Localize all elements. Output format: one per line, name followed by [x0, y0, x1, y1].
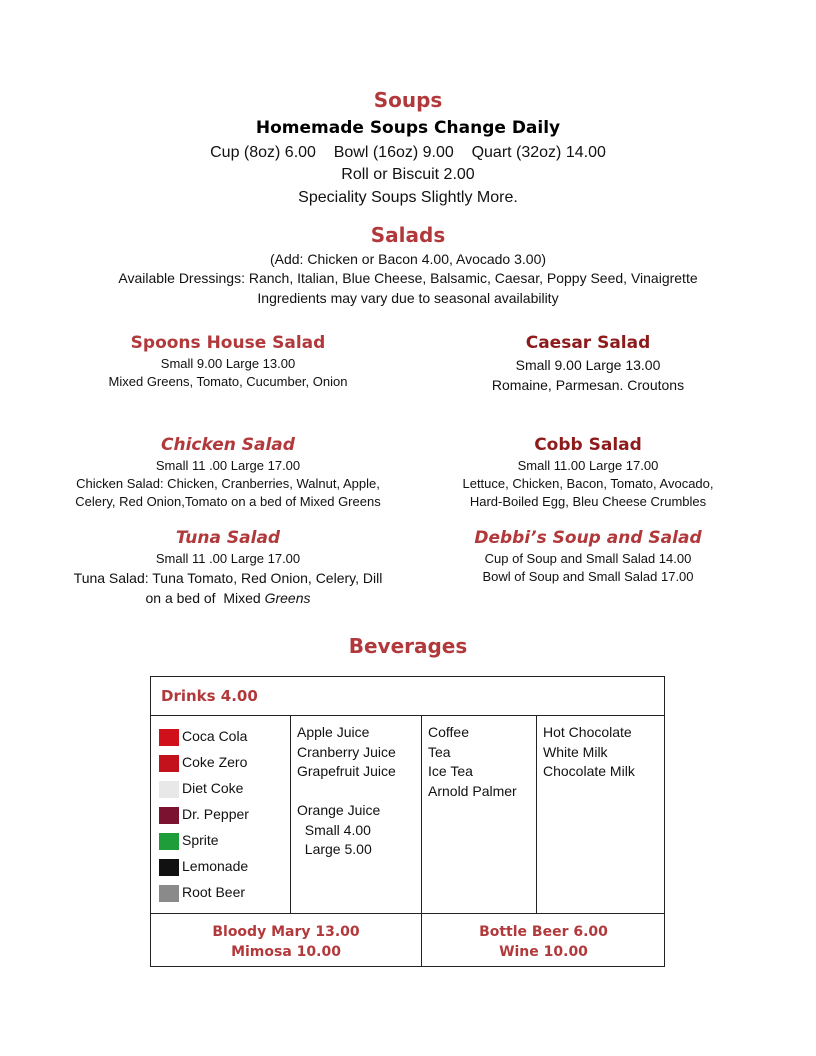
item-price: Small 11 .00 Large 17.00 [155, 458, 301, 473]
sprite-logo-icon [159, 833, 179, 850]
item-description: Lettuce, Chicken, Bacon, Tomato, Avocado, [462, 476, 714, 491]
soups-title: Soups [373, 88, 443, 112]
soups-headline: Homemade Soups Change Daily [255, 118, 561, 138]
item-name: Cobb Salad [534, 435, 642, 455]
roll-price: Roll or Biscuit 2.00 [341, 166, 475, 183]
item-description: Bowl of Soup and Small Salad 17.00 [482, 569, 694, 584]
item-description-2: Celery, Red Onion,Tomato on a bed of Mixed Greens [75, 494, 381, 509]
juice-item: Apple Juice [297, 724, 370, 740]
item-description-2-italic: Greens [264, 590, 311, 606]
menu-item-chicken-salad [60, 433, 396, 511]
soda-item [159, 880, 290, 906]
item-description-2 [60, 588, 396, 608]
coffee-tea-item: Tea [428, 743, 451, 760]
drinks-header [151, 677, 664, 716]
diet-coke-logo-icon [159, 781, 179, 798]
bloody-mary-price: Bloody Mary 13.00 [212, 924, 360, 940]
item-description: Tuna Salad: Tuna Tomato, Red Onion, Celery, Dill [73, 570, 383, 586]
soda-column [151, 715, 291, 913]
menu-item-caesar-salad [460, 331, 716, 395]
coffee-tea-item: Ice Tea [428, 763, 473, 779]
soda-label: Coca Cola [182, 728, 248, 745]
mimosa-price: Mimosa 10.00 [231, 944, 341, 960]
soda-item [159, 802, 290, 828]
item-price: Cup of Soup and Small Salad 14.00 [484, 551, 692, 566]
menu-item-soup-and-salad [450, 526, 726, 586]
soda-label: Coke Zero [182, 754, 248, 771]
item-name: Chicken Salad [161, 435, 295, 455]
juice-item: Grapefruit Juice [297, 763, 396, 779]
soda-item [159, 724, 290, 750]
menu-item-cobb-salad [450, 433, 726, 511]
coffee-tea-item: Coffee [428, 724, 469, 740]
juice-column [291, 715, 422, 913]
soda-item [159, 854, 290, 880]
salad-dressings: Available Dressings: Ranch, Italian, Blue Cheese, Balsamic, Caesar, Poppy Seed, Vinaigrette [118, 270, 698, 286]
soda-item [159, 776, 290, 802]
juice-item: Cranberry Juice [297, 743, 396, 760]
item-price: Small 9.00 Large 13.00 [515, 357, 661, 373]
coca-cola-logo-icon [159, 729, 179, 746]
soda-label: Diet Coke [182, 780, 244, 797]
juice-item [297, 782, 421, 802]
juice-item: Orange Juice [297, 802, 381, 818]
beer-wine-box [422, 913, 665, 967]
coke-zero-logo-icon [159, 755, 179, 772]
menu-item-house-salad [70, 331, 386, 391]
wine-price: Wine 10.00 [499, 944, 588, 960]
drinks-header-label: Drinks 4.00 [161, 687, 258, 705]
item-description-2: Hard-Boiled Egg, Bleu Cheese Crumbles [469, 494, 707, 509]
salads-title: Salads [370, 223, 446, 247]
cocktails-box [151, 913, 422, 967]
beverages-table [150, 676, 665, 967]
dr-pepper-logo-icon [159, 807, 179, 824]
soup-sizes: Cup (8oz) 6.00 Bowl (16oz) 9.00 Quart (32oz) 14.00 [210, 144, 606, 161]
coffee-tea-column [422, 715, 537, 913]
coffee-tea-item: Arnold Palmer [428, 782, 517, 799]
item-description-2-text: on a bed of Mixed [145, 590, 265, 606]
item-price: Small 11.00 Large 17.00 [517, 458, 659, 473]
minute-maid-logo-icon [159, 859, 179, 876]
item-price: Small 9.00 Large 13.00 [160, 356, 296, 371]
menu-item-tuna-salad [60, 526, 396, 608]
root-beer-logo-icon [159, 885, 179, 902]
milk-item: White Milk [543, 743, 608, 760]
bottle-beer-price: Bottle Beer 6.00 [479, 924, 608, 940]
item-price: Small 11 .00 Large 17.00 [155, 551, 301, 566]
soda-item [159, 750, 290, 776]
salad-addons: (Add: Chicken or Bacon 4.00, Avocado 3.00) [269, 251, 547, 267]
soda-label: Sprite [182, 832, 219, 849]
milk-column [537, 715, 665, 913]
soda-label: Root Beer [182, 884, 246, 901]
soda-label: Dr. Pepper [182, 806, 249, 823]
item-description: Chicken Salad: Chicken, Cranberries, Walnut, Apple, [76, 476, 380, 491]
item-name: Caesar Salad [525, 333, 651, 353]
juice-item: Large 5.00 [297, 841, 372, 857]
milk-item: Chocolate Milk [543, 763, 635, 779]
item-name: Tuna Salad [175, 528, 281, 548]
specialty-note: Speciality Soups Slightly More. [298, 189, 518, 206]
item-description: Romaine, Parmesan. Croutons [491, 377, 685, 393]
soda-item [159, 828, 290, 854]
soda-label: Lemonade [182, 858, 249, 875]
juice-item: Small 4.00 [297, 821, 371, 838]
item-name: Debbi’s Soup and Salad [474, 528, 702, 548]
milk-item: Hot Chocolate [543, 724, 632, 740]
item-name: Spoons House Salad [130, 333, 326, 353]
item-description: Mixed Greens, Tomato, Cucumber, Onion [108, 374, 348, 389]
beverages-title: Beverages [348, 634, 468, 658]
salad-note: Ingredients may vary due to seasonal availability [257, 290, 559, 306]
